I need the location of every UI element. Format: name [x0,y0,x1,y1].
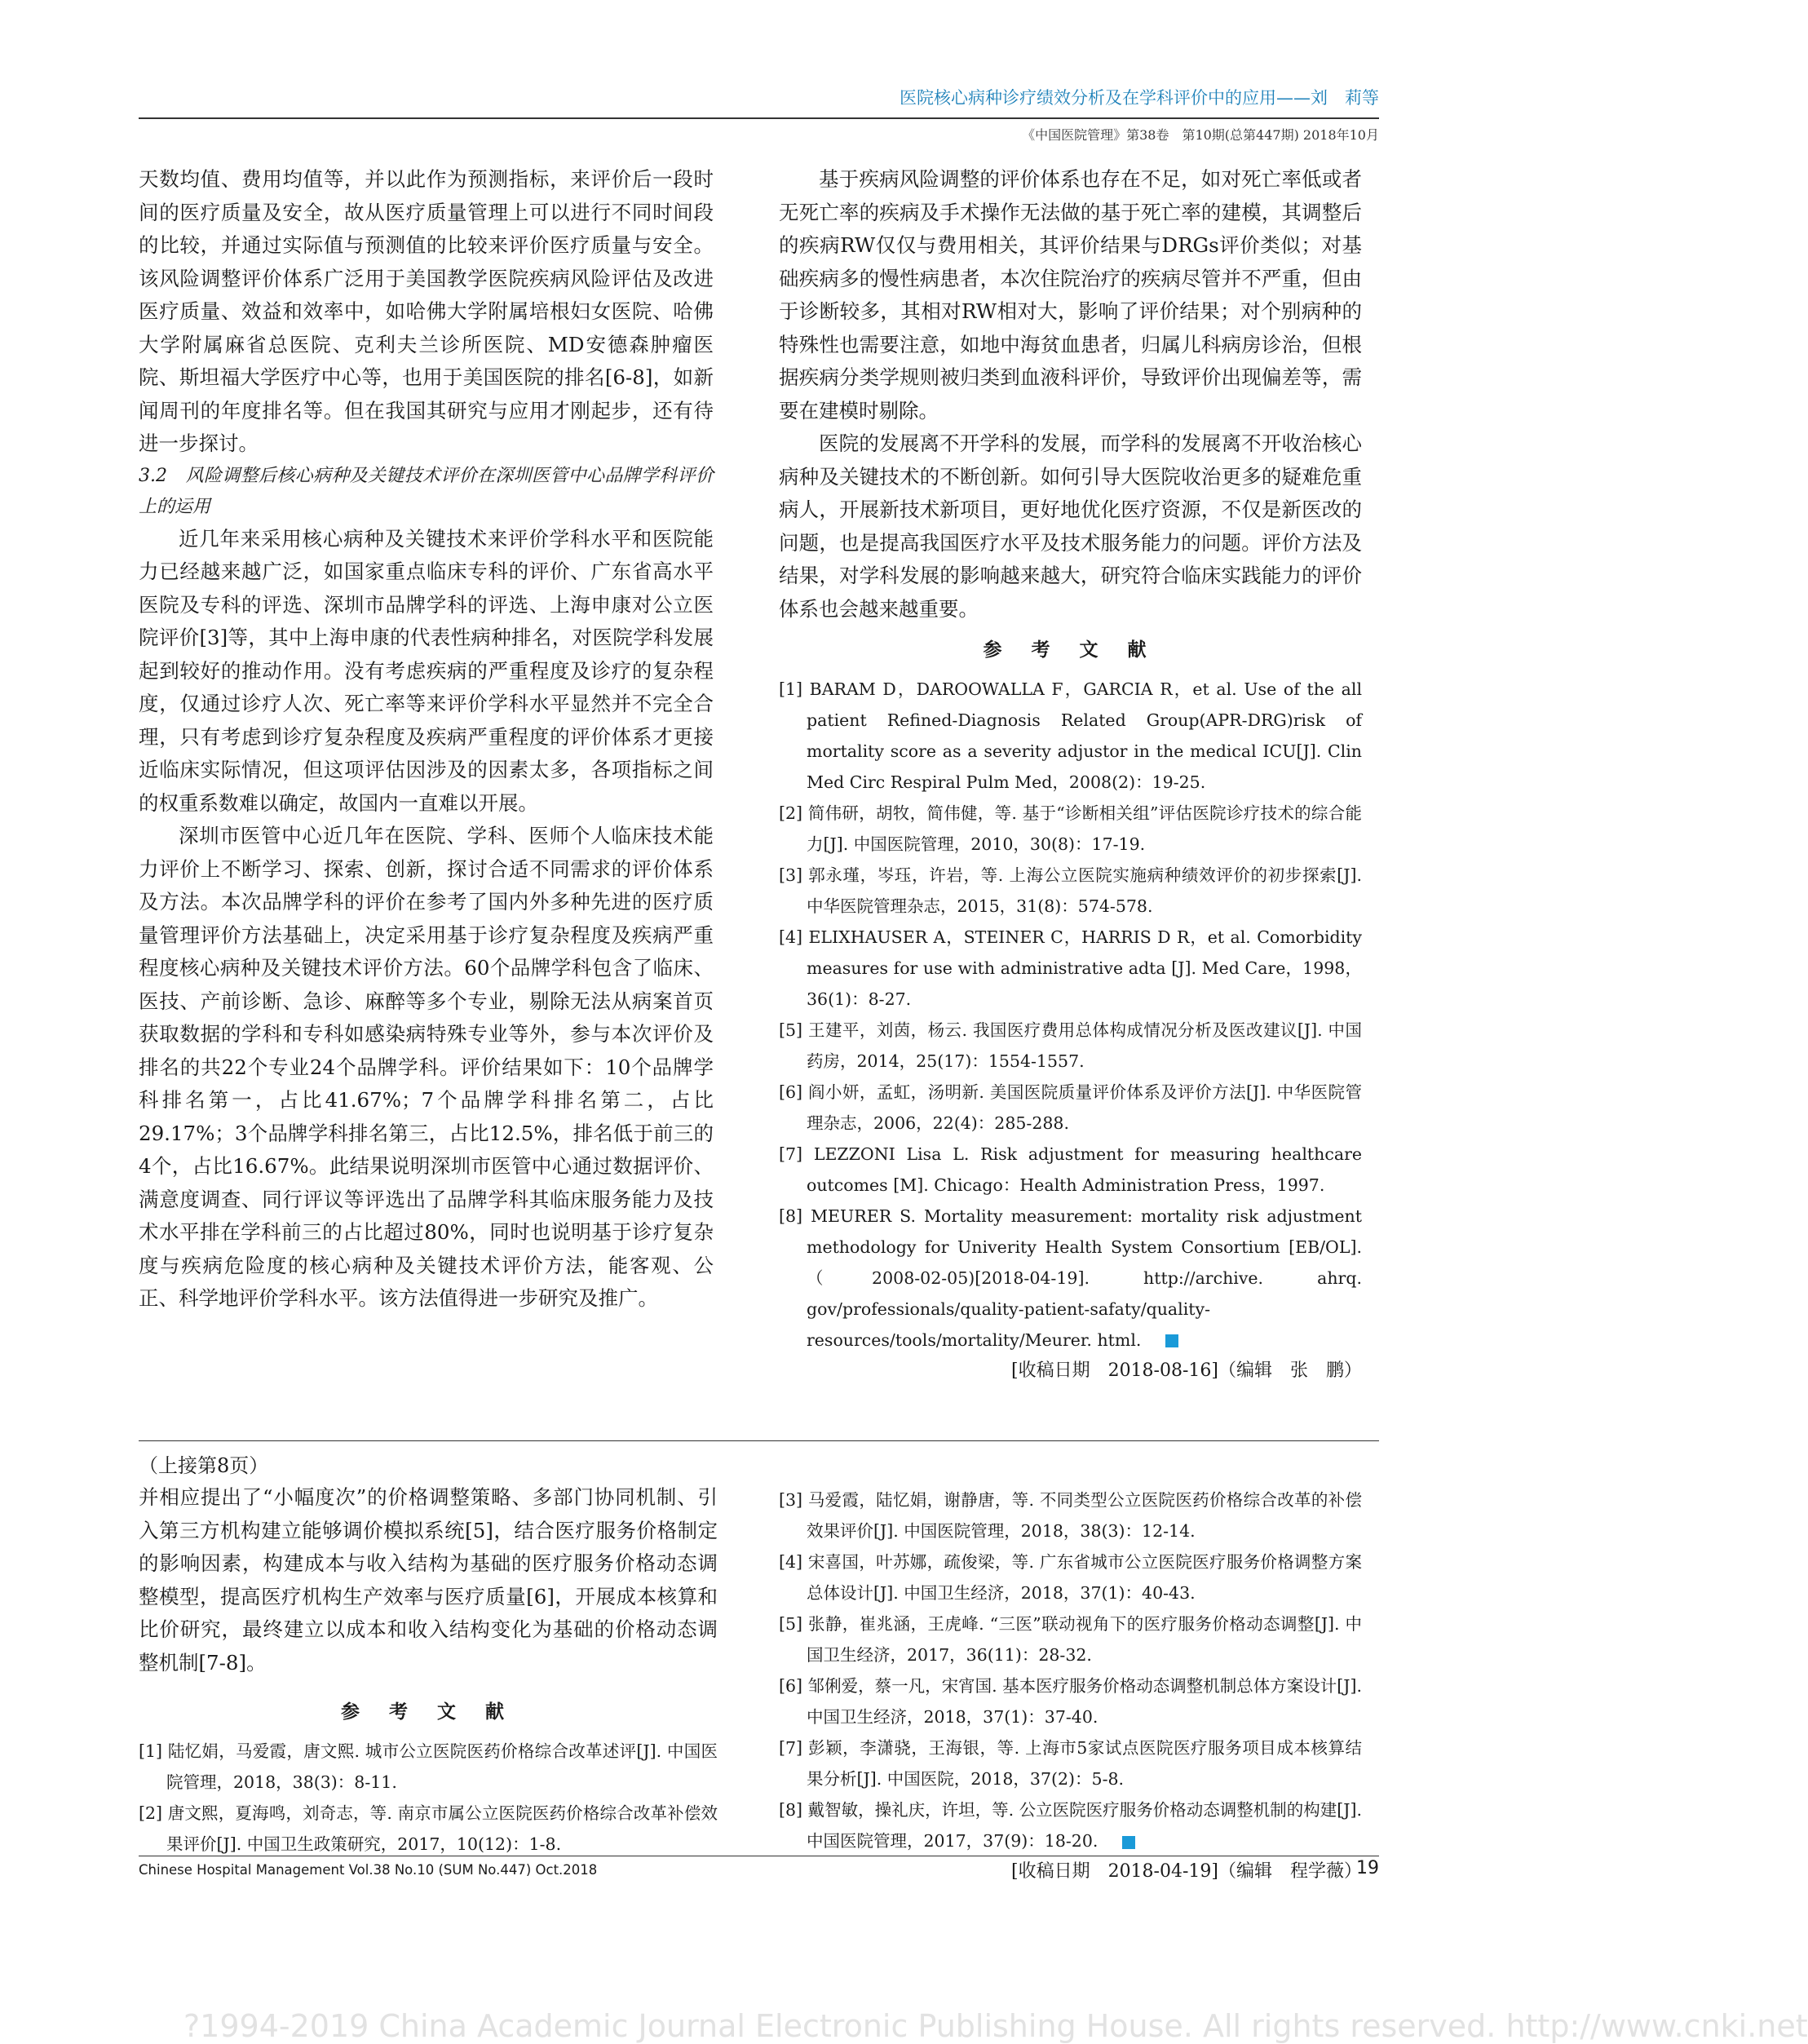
references-heading: 参 考 文 献 [983,639,1158,661]
footer-journal: Chinese Hospital Management Vol.38 No.10 (SUM No.447) Oct.2018 [139,1862,598,1878]
reference-item: [5] 张静，崔兆涵，王虎峰. “三医”联动视角下的医疗服务价格动态调整[J]. 中国卫生经济，2017，36(11)：28-32. [779,1614,1362,1665]
reference-item: [3] 郭永瑾，岑珏，许岩，等. 上海公立医院实施病种绩效评价的初步探索[J]. 中华医院管理杂志，2015，31(8)：574-578. [779,865,1362,916]
reference-text: [8] 戴智敏，操礼庆，许坦，等. 公立医院医疗服务价格动态调整机制的构建[J]. 中国医院管理，2017，37(9)：18-20. [779,1800,1362,1851]
header-rule [139,117,1379,119]
reference-item: [2] 唐文熙，夏海鸣，刘奇志，等. 南京市属公立医院医药价格综合改革补偿效果评价[J]. 中国卫生政策研究，2017，10(12)：1-8. [139,1803,718,1854]
running-header-title: 医院核心病种诊疗绩效分析及在学科评价中的应用——刘 莉等 [900,88,1379,108]
receipt-date: [收稿日期 2018-08-16]（编辑 张 鹏） [1010,1360,1362,1381]
reference-item: [4] 宋喜国，叶苏娜，疏俊梁，等. 广东省城市公立医院医疗服务价格调整方案总体设计[J]. 中国卫生经济，2018，37(1)：40-43. [779,1552,1362,1603]
reference-item: [3] 马爱霞，陆忆娟，谢静唐，等. 不同类型公立医院医药价格综合改革的补偿效果评价[J]. 中国医院管理，2018，38(3)：12-14. [779,1490,1362,1541]
section-heading: 3.2 风险调整后核心病种及关键技术评价在深圳医管中心品牌学科评价上的运用 [139,465,714,517]
receipt-date: [收稿日期 2018-04-19]（编辑 程学薇） [1010,1861,1362,1882]
reference-item: [2] 简伟研，胡牧，简伟健，等. 基于“诊断相关组”评估医院诊疗技术的综合能力[J]. 中国医院管理，2010，30(8)：17-19. [779,803,1362,854]
journal-info: 《中国医院管理》第38卷 第10期(总第447期) 2018年10月 [1022,127,1379,143]
reference-item: [7] 彭颖，李潇骁，王海银，等. 上海市5家试点医院医疗服务项目成本核算结果分析[J]. 中国医院，2018，37(2)：5-8. [779,1738,1362,1789]
reference-text: [8] MEURER S. Mortality measurement: mortality risk adjustment methodology for Univerity Health System Consortium [EB/OL].（2008-02-05)[2018-04-19]. http://archive. ahrq. gov/professionals/quality-patient-safaty/quality-resources/tools/mortality/Meurer. html. [779,1206,1362,1350]
reference-item: [4] ELIXHAUSER A，STEINER C，HARRIS D R，et al. Comorbidity measures for use with administrative adta [J]. Med Care，1998，36(1)：8-27. [779,927,1362,1009]
reference-item: [5] 王建平，刘茵，杨云. 我国医疗费用总体构成情况分析及医改建议[J]. 中国药房，2014，25(17)：1554-1557. [779,1020,1362,1071]
paragraph: 深圳市医管中心近几年在医院、学科、医师个人临床技术能力评价上不断学习、探索、创新，探讨合适不同需求的评价体系及方法。本次品牌学科的评价在参考了国内外多种先进的医疗质量管理评价方法基础上，决定采用基于诊疗复杂程度及疾病严重程度核心病种及关键技术评价方法。60个品牌学科包含了临床、医技、产前诊断、急诊、麻醉等多个专业，剔除无法从病案首页获取数据的学科和专科如感染病特殊专业等外，参与本次评价及排名的共22个专业24个品牌学科。评价结果如下：10个品牌学科排名第一，占比41.67%；7个品牌学科排名第二，占比29.17%；3个品牌学科排名第三，占比12.5%，排名低于前三的4个，占比16.67%。此结果说明深圳市医管中心通过数据评价、满意度调查、同行评议等评选出了品牌学科其临床服务能力及技术水平排在学科前三的占比超过80%，同时也说明基于诊疗复杂度与疾病危险度的核心病种及关键技术评价方法，能客观、公正、科学地评价学科水平。该方法值得进一步研究及推广。 [139,824,714,1310]
paragraph: 并相应提出了“小幅度次”的价格调整策略、多部门协同机制、引入第三方机构建立能够调价模拟系统[5]，结合医疗服务价格制定的影响因素，构建成本与收入结构为基础的医疗服务价格动态调整模型，提高医疗机构生产效率与医疗质量[6]，开展成本核算和比价研究，最终建立以成本和收入结构变化为基础的价格动态调整机制[7-8]。 [139,1485,718,1675]
upper-right-column [779,163,1362,1387]
end-mark-icon [1122,1836,1135,1849]
lower-left-column [139,1450,718,1860]
reference-item: [7] LEZZONI Lisa L. Risk adjustment for measuring healthcare outcomes [M]. Chicago：Health Administration Press，1997. [779,1144,1362,1195]
paragraph: 近几年来采用核心病种及关键技术来评价学科水平和医院能力已经越来越广泛，如国家重点临床专科的评价、广东省高水平医院及专科的评选、深圳市品牌学科的评选、上海申康对公立医院评价[3]等，其中上海申康的代表性病种排名，对医院学科发展起到较好的推动作用。没有考虑疾病的严重程度及诊疗的复杂程度，仅通过诊疗人次、死亡率等来评价学科水平显然并不完全合理，只有考虑到诊疗复杂程度及疾病严重程度的评价体系才更接近临床实际情况，但这项评估因涉及的因素太多，各项指标之间的权重系数难以确定，故国内一直难以开展。 [139,526,714,815]
lower-right-column [779,1484,1362,1887]
page-number: 19 [1356,1858,1379,1878]
references-heading: 参 考 文 献 [340,1701,516,1723]
reference-item: [1] BARAM D，DAROOWALLA F，GARCIA R，et al. Use of the all patient Refined-Diagnosis Related Group(APR-DRG)risk of mortality score as a severity adjustor in the medical ICU[J]. Clin Med Circ Respiral Pulm Med，2008(2)：19-25. [779,679,1362,792]
paragraph: 医院的发展离不开学科的发展，而学科的发展离不开收治核心病种及关键技术的不断创新。如何引导大医院收治更多的疑难危重病人，开展新技术新项目，更好地优化医疗资源，不仅是新医改的问题，也是提高我国医疗水平及技术服务能力的问题。评价方法及结果，对学科发展的影响越来越大，研究符合临床实践能力的评价体系也会越来越重要。 [779,431,1362,621]
paragraph: 基于疾病风险调整的评价体系也存在不足，如对死亡率低或者无死亡率的疾病及手术操作无法做的基于死亡率的建模，其调整后的疾病RW仅仅与费用相关，其评价结果与DRGs评价类似；对基础疾病多的慢性病患者，本次住院治疗的疾病尽管并不严重，但由于诊断较多，其相对RW相对大，影响了评价结果；对个别病种的特殊性也需要注意，如地中海贫血患者，归属儿科病房诊治，但根据疾病分类学规则被归类到血液科评价，导致评价出现偏差等，需要在建模时剔除。 [779,167,1362,423]
reference-item: [6] 邹俐爱，蔡一凡，宋宵国. 基本医疗服务价格动态调整机制总体方案设计[J]. 中国卫生经济，2018，37(1)：37-40. [779,1676,1362,1727]
continued-label: （上接第8页） [139,1454,269,1477]
reference-item: [6] 阎小妍，孟虹，汤明新. 美国医院质量评价体系及评价方法[J]. 中华医院管理杂志，2006，22(4)：285-288. [779,1082,1362,1133]
article-separator [139,1440,1379,1441]
upper-left-column [139,163,714,1316]
copyright-watermark: ?1994-2019 China Academic Journal Electronic Publishing House. All rights reserved. http://www.cnki.net [183,2008,1808,2044]
reference-item [779,1201,1362,1356]
reference-item [779,1794,1362,1856]
end-mark-icon [1165,1334,1178,1347]
reference-item: [1] 陆忆娟，马爱霞，唐文熙. 城市公立医院医药价格综合改革述评[J]. 中国医院管理，2018，38(3)：8-11. [139,1741,718,1792]
paragraph: 天数均值、费用均值等，并以此作为预测指标，来评价后一段时间的医疗质量及安全，故从医疗质量管理上可以进行不同时间段的比较，并通过实际值与预测值的比较来评价医疗质量与安全。该风险调整评价体系广泛用于美国教学医院疾病风险评估及改进医疗质量、效益和效率中，如哈佛大学附属培根妇女医院、哈佛大学附属麻省总医院、克利夫兰诊所医院、MD安德森肿瘤医院、斯坦福大学医疗中心等，也用于美国医院的排名[6-8]，如新闻周刊的年度排名等。但在我国其研究与应用才刚起步，还有待进一步探讨。 [139,167,714,455]
